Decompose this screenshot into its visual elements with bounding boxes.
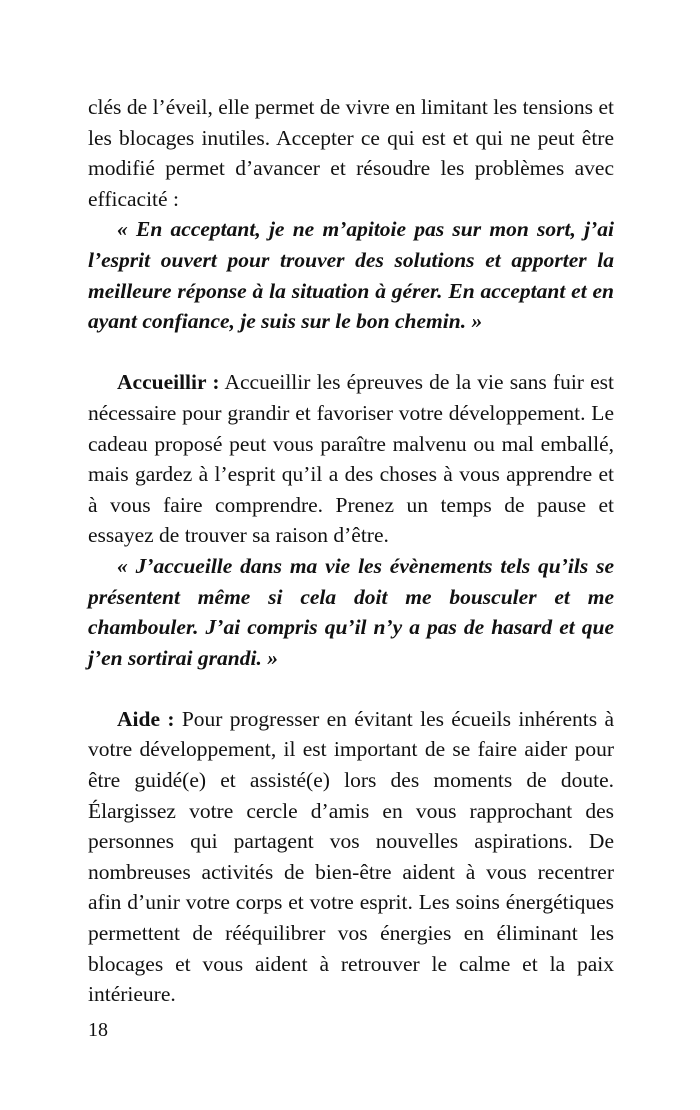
page-number: 18 <box>88 1019 108 1041</box>
aide-body-text: Pour progresser en évitant les écueils inhérents à votre développement, il est important de se faire aider pour être guidé(e) et assisté(e) lors des moments de doute. Élargissez votre cercle d’amis en vous rapprochant des personnes qui partagent vos nouvelles aspirations. De nombreuses activités de bien-être aident à vous recentrer afin d’unir votre corps et votre esprit. Les soins énergétiques permettent de rééquilibrer vos énergies en éliminant les blocages et vous aident à retrouver le calme et la paix intérieure. <box>88 706 615 1007</box>
acceptance-affirmation-quote: « En acceptant, je ne m’apitoie pas sur mon sort, j’ai l’esprit ouvert pour trouver des solutions et apporter la meilleure réponse à la situation à gérer. En acceptant et en ayant confiance, je suis sur le bon chemin. » <box>88 217 614 334</box>
opening-paragraph: clés de l’éveil, elle permet de vivre en limitant les tensions et les blocages inutiles. Accepter ce qui est et qui ne peut être modifié permet d’avancer et résoudre les problèmes avec efficacité : <box>88 95 614 211</box>
book-page-content <box>88 92 614 1010</box>
accueillir-heading: Accueillir : <box>117 370 220 395</box>
accueillir-affirmation-quote: « J’accueille dans ma vie les évènements tels qu’ils se présentent même si cela doit me bousculer et me chambouler. J’ai compris qu’il n’y a pas de hasard et que j’en sortirai grandi. » <box>88 553 614 670</box>
aide-paragraph <box>88 704 614 1010</box>
accueillir-body-text: Accueillir les épreuves de la vie sans fuir est nécessaire pour grandir et favoriser votre développement. Le cadeau proposé peut vous paraître malvenu ou mal emballé, mais gardez à l’esprit qu’il a des choses à vous apprendre et à vous faire comprendre. Prenez un temps de pause et essayez de trouver sa raison d’être. <box>88 370 614 548</box>
paragraph-spacer <box>88 337 614 368</box>
accueillir-paragraph <box>88 367 614 551</box>
aide-heading: Aide : <box>117 706 175 731</box>
paragraph-spacer <box>88 673 614 704</box>
